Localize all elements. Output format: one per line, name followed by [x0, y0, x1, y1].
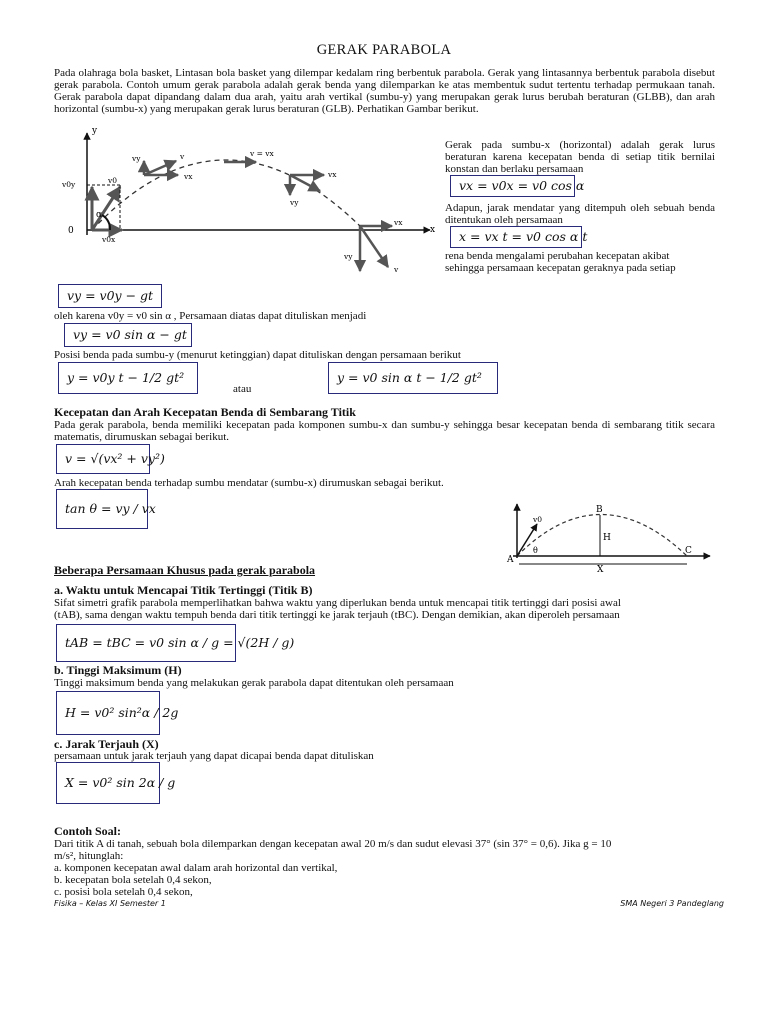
eq-t [56, 624, 295, 662]
trajectory-diagram [52, 125, 442, 285]
v0x-label: v0x [102, 235, 116, 244]
label-X: X [597, 565, 604, 572]
parabola-path [92, 160, 364, 230]
posisi-text: Posisi benda pada sumbu-y (menurut ketinggian) dapat dituliskan dengan persamaan berikut [54, 349, 461, 361]
b-text: Tinggi maksimum benda yang melakukan gerak parabola dapat ditentukan oleh persamaan [54, 677, 454, 689]
eq-H-text: H = v0² sin²α / 2g [65, 705, 179, 720]
contoh-item-b: b. kecepatan bola setelah 0,4 sekon, [54, 874, 212, 886]
right-column-p2: Adapun, jarak mendatar yang ditempuh oleh sebuah benda ditentukan oleh persamaan [445, 202, 715, 226]
eq-y1 [58, 362, 198, 394]
footer-right: SMA Negeri 3 Pandeglang [620, 899, 724, 908]
section2-heading: Beberapa Persamaan Khusus pada gerak parabola [54, 563, 316, 577]
eq-t-text: tAB = tBC = v0 sin α / g = √(2H / g) [65, 635, 295, 650]
intro-paragraph: Pada olahraga bola basket, Lintasan bola basket yang dilempar kedalam ring berbentuk parabola. Gerak yang lintasannya berbentuk parabola disebut gerak parabola. Contoh umum gerak parabola adalah gerak benda yang dilemparkan ke atas membentuk sudut tertentu terhadap permukaan tanah. Gerak parabola dapat dipandang dalam dua arah, yaitu arah vertikal (sumbu-y) yang merupakan gerak lurus berubah beraturan (GLBB), dan arah horizontal (sumbu-x) yang merupakan gerak lurus beraturan (GLB). Perhatikan Gambar berikut. [54, 67, 715, 115]
eq-tan-text: tan θ = vy / vx [65, 501, 156, 516]
label-theta: θ [533, 546, 538, 555]
label-B: B [596, 505, 603, 515]
v-bottom-label: v [394, 265, 399, 274]
eq-y2-text: y = v0 sin α t − 1/2 gt² [337, 370, 482, 385]
label-v0: v0 [533, 515, 543, 524]
vx-top-label: vx [184, 172, 193, 181]
x-axis-label: x [430, 225, 436, 235]
abc-parabola [517, 515, 687, 557]
right-column-p3b: sehingga persamaan kecepatan geraknya pada setiap [445, 262, 676, 274]
right-column-p3a: rena benda mengalami perubahan kecepatan akibat [445, 250, 670, 262]
a-text-1: Sifat simetri grafik parabola memperlihatkan bahwa waktu yang diperlukan benda untuk mencapai titik tertinggi dari posisi awal [54, 597, 621, 609]
alpha-label: α [96, 210, 103, 220]
a-heading: a. Waktu untuk Mencapai Titik Tertinggi (Titik B) [54, 583, 313, 597]
apex-label: v = vx [250, 149, 274, 158]
since-text: oleh karena v0y = v0 sin α , Persamaan diatas dapat dituliskan menjadi [54, 310, 367, 322]
c-text: persamaan untuk jarak terjauh yang dapat dicapai benda dapat dituliskan [54, 750, 374, 762]
eq-vx-text: vx = v0x = v0 cos α [459, 178, 585, 193]
v0-vector [92, 187, 120, 230]
contoh-item-c: c. posisi bola setelah 0,4 sekon, [54, 886, 193, 898]
c-heading: c. Jarak Terjauh (X) [54, 737, 159, 751]
eq-vy [58, 284, 162, 308]
section1-heading: Kecepatan dan Arah Kecepatan Benda di Sembarang Titik [54, 405, 356, 419]
y-axis-label: y [92, 126, 98, 136]
eq-vy-text: vy = v0y − gt [67, 288, 154, 303]
v0y-label: v0y [62, 180, 76, 189]
eq-vy2-text: vy = v0 sin α − gt [73, 327, 187, 342]
eq-y1-text: y = v0y t − 1/2 gt² [67, 370, 185, 385]
eq-v-text: v = √(vx² + vy²) [65, 451, 165, 466]
v0-label: v0 [108, 176, 118, 185]
arah-text: Arah kecepatan benda terhadap sumbu mendatar (sumbu-x) dirumuskan sebagai berikut. [54, 477, 444, 489]
eq-H [56, 691, 179, 735]
label-A: A [507, 555, 514, 565]
eq-vy2 [64, 323, 192, 347]
contoh-text-1: Dari titik A di tanah, sebuah bola dilemparkan dengan kecepatan awal 20 m/s dan sudut elevasi 37° (sin 37° = 0,6). Jika g = 10 [54, 838, 612, 850]
eq-x-text: x = vx t = v0 cos α t [459, 229, 588, 244]
vy-bottom-label: vy [344, 252, 353, 261]
label-C: C [685, 546, 692, 556]
eq-y2 [328, 362, 498, 394]
v-top-label: v [180, 152, 185, 161]
eq-X-text: X = v0² sin 2α / g [65, 775, 176, 790]
atau-text: atau [233, 383, 252, 395]
parabola-abc-diagram [505, 498, 720, 572]
alpha-arc [102, 215, 110, 230]
right-column-p1: Gerak pada sumbu-x (horizontal) adalah gerak lurus beraturan karena kecepatan benda di setiap titik bernilai konstan dan berlaku persamaan [445, 139, 715, 175]
eq-X [56, 762, 176, 804]
vy-top-label: vy [132, 154, 141, 163]
origin-label: 0 [68, 226, 74, 236]
vx-bottom-label: vx [394, 218, 403, 227]
a-text-2: (tAB), sama dengan waktu tempuh benda dari titik tertinggi ke jarak terjauh (tBC). Dengan demikian, akan diperoleh persamaan [54, 609, 620, 621]
v-bottom-vector [360, 226, 388, 267]
eq-v [56, 444, 165, 474]
v-right-vector [290, 175, 320, 191]
contoh-text-2: m/s², hitunglah: [54, 850, 124, 862]
b-heading: b. Tinggi Maksimum (H) [54, 663, 182, 677]
v-top-vector [144, 161, 176, 175]
page-title: GERAK PARABOLA [316, 42, 452, 58]
vx-right-label: vx [328, 170, 337, 179]
contoh-heading: Contoh Soal: [54, 824, 122, 838]
eq-tan [56, 489, 156, 529]
vy-right-label: vy [290, 198, 299, 207]
section1-text: Pada gerak parabola, benda memiliki kecepatan pada komponen sumbu-x dan sumbu-y sehingga besar kecepatan benda di sembarang titik secara matematis, dirumuskan sebagai berikut. [54, 419, 715, 443]
contoh-item-a: a. komponen kecepatan awal dalam arah horizontal dan vertikal, [54, 862, 338, 874]
footer-left: Fisika – Kelas XI Semester 1 [54, 899, 166, 908]
label-H: H [603, 533, 611, 543]
eq-vx [450, 175, 585, 197]
eq-x [450, 226, 588, 248]
